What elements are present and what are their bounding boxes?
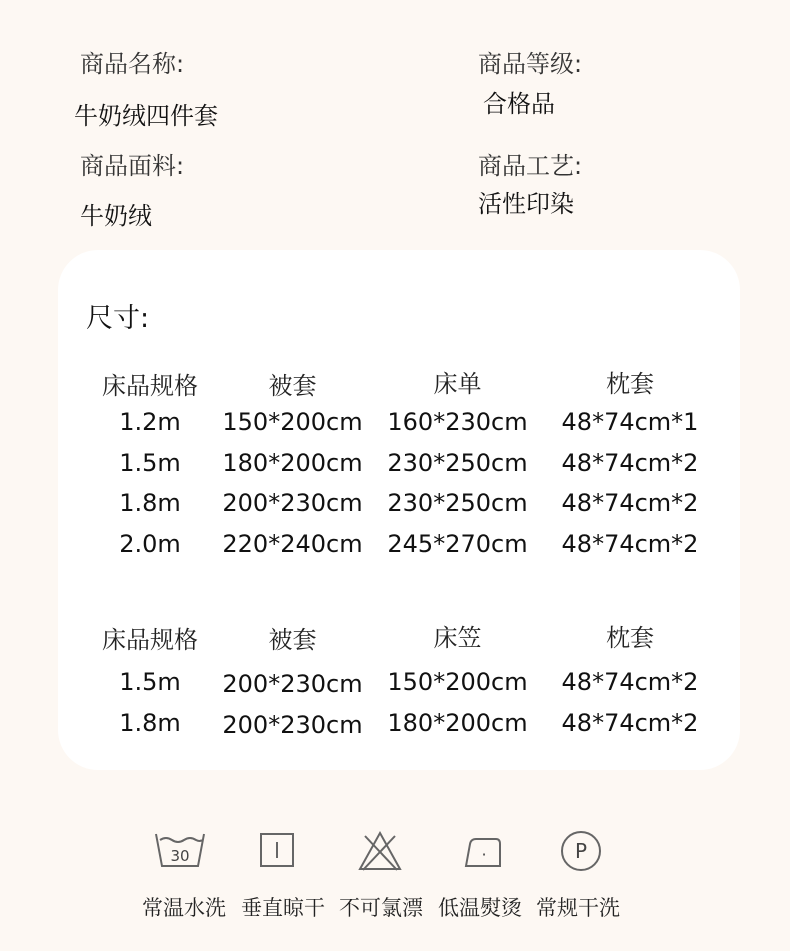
wash-temp-text: 30 [170,847,190,865]
table-cell: 1.8m [119,709,181,737]
product-name-value: 牛奶绒四件套 [74,102,218,130]
product-name-label: 商品名称: [80,50,185,78]
table2-header-spec: 床品规格 [102,626,198,654]
table-cell: 150*200cm [387,668,528,696]
care-label-dryclean: 常规干洗 [536,896,620,920]
table-cell: 180*200cm [222,449,363,477]
table2-header-duvet: 被套 [268,626,317,654]
table-cell: 220*240cm [222,530,363,558]
dry-clean-p-icon [560,830,602,872]
care-label-iron: 低温熨烫 [438,896,522,920]
table-cell: 160*230cm [387,408,528,436]
table-cell: 200*230cm [222,489,363,517]
table-cell: 48*74cm*2 [561,489,699,517]
product-grade-value: 合格品 [483,90,555,118]
table-cell: 1.2m [119,408,181,436]
product-craft-label: 商品工艺: [478,152,583,180]
table-cell: 1.8m [119,489,181,517]
iron-low-icon [462,836,504,868]
iron-dot-text: · [481,845,487,864]
table2-header-pillow: 枕套 [606,624,654,652]
wash-tub-icon [154,830,206,870]
no-bleach-icon [357,830,403,872]
table2-header-fitted-sheet: 床笠 [433,624,482,652]
product-grade-label: 商品等级: [478,50,583,78]
table-cell: 230*250cm [387,489,528,517]
table1-header-pillow: 枕套 [606,370,654,398]
product-fabric-value: 牛奶绒 [80,202,152,230]
care-label-dry: 垂直晾干 [241,896,325,920]
care-label-wash: 常温水洗 [142,896,226,920]
drip-dry-icon [259,832,295,868]
dry-clean-letter: P [574,839,588,863]
table-cell: 200*230cm [222,711,363,739]
table-cell: 230*250cm [387,449,528,477]
table1-header-spec: 床品规格 [102,372,198,400]
table-cell: 1.5m [119,668,181,696]
table-cell: 245*270cm [387,530,528,558]
product-fabric-label: 商品面料: [80,152,185,180]
table1-header-sheet: 床单 [433,370,482,398]
product-craft-value: 活性印染 [478,190,574,218]
table-cell: 48*74cm*2 [561,449,699,477]
table-cell: 48*74cm*1 [561,408,699,436]
table-cell: 2.0m [119,530,181,558]
table-cell: 150*200cm [222,408,363,436]
table1-header-duvet: 被套 [268,372,317,400]
table-cell: 48*74cm*2 [561,530,699,558]
table-cell: 1.5m [119,449,181,477]
table-cell: 48*74cm*2 [561,668,699,696]
size-title: 尺寸: [86,303,150,334]
table-cell: 48*74cm*2 [561,709,699,737]
table-cell: 200*230cm [222,670,363,698]
care-label-bleach: 不可氯漂 [339,896,423,920]
table-cell: 180*200cm [387,709,528,737]
